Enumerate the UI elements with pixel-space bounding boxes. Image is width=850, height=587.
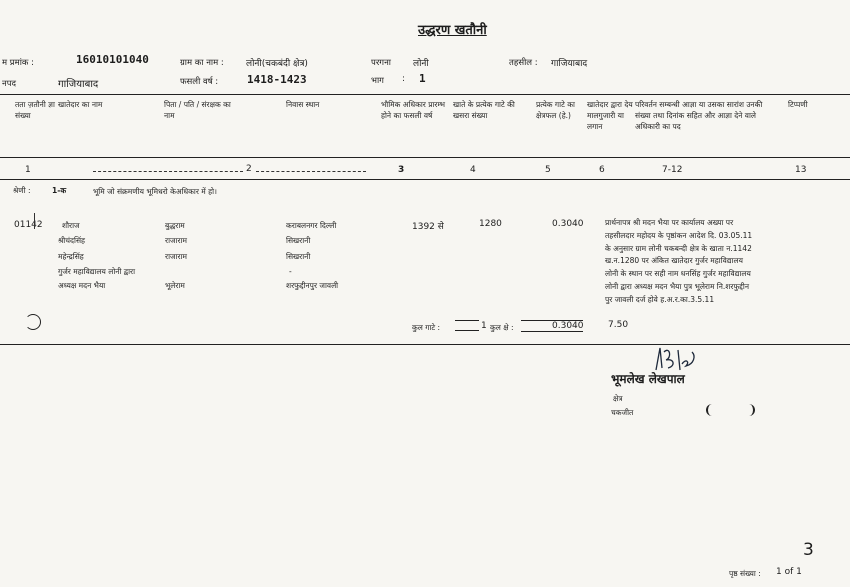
holder-name: गुर्जर महाविद्यालय लोनी द्वारा: [58, 267, 136, 276]
area-value: 0.3040: [552, 219, 584, 229]
total-gate-value: 1: [481, 321, 487, 331]
remark-line: लोनी के स्थान पर सही नाम धनसिंह गुर्जर महाविद्यालय: [605, 269, 751, 279]
khasra-value: 1280: [479, 219, 502, 229]
khata-number: 01142: [14, 220, 43, 230]
remark-line: ख.न.1280 पर अंकित खातेदार गुर्जर महाविद्यालय: [605, 256, 743, 266]
category-desc: भूमि जो संक्रमणीय भूमिधरो केअधिकार में हो।: [93, 187, 217, 196]
gram-code-label: म प्रमांक :: [2, 58, 34, 68]
category-label: श्रेणी :: [13, 186, 31, 195]
numbers-bottom-rule: [0, 179, 850, 180]
page-count-value: 1 of 1: [776, 567, 802, 577]
col-num-5: 5: [545, 165, 551, 175]
signature-date-label: चकजीत: [611, 408, 634, 417]
holder-father: राजाराम: [165, 236, 188, 245]
col-num-dash-right: [256, 171, 366, 172]
pargana-label: परगना: [371, 58, 392, 68]
pargana-value: लोनी: [413, 59, 429, 69]
district-label: नपद: [2, 79, 17, 89]
holder-residence: सिखरानी: [286, 252, 311, 261]
col-changes: परिवर्तन सम्बन्धी आज्ञा या उसका सारांश उनकी संख्या तथा दिनांक सहित और आज्ञा देने वाले अधिकारी का पद: [635, 100, 763, 131]
total-area-value: 0.3040: [552, 321, 584, 331]
fasli-value: 1418-1423: [247, 73, 307, 86]
page-count-label: पृष्ठ संख्या :: [729, 569, 761, 578]
signature-bracket: [706, 404, 755, 416]
holder-name: शौराज: [62, 221, 80, 230]
document-title: उद्धरण खतौनी: [418, 23, 487, 38]
holder-father: बुद्धराम: [165, 221, 185, 230]
total-area-label: कुल क्षे :: [490, 323, 514, 332]
holder-name: अध्यक्ष मदन भैया: [58, 281, 106, 290]
holder-name: महेन्द्रसिंह: [58, 252, 84, 261]
header-top-rule: [0, 94, 850, 95]
col-num-13: 13: [795, 165, 807, 175]
punch-hole-mark: [25, 314, 41, 330]
gram-name-value: लोनी(चकबंदी क्षेत्र): [246, 59, 308, 69]
col-khata-no: तता ज़तौनी ज्ञा संख्या: [15, 100, 55, 120]
col-num-7-12: 7-12: [662, 165, 683, 175]
col-num-3: 3: [398, 165, 405, 175]
col-num-dash-left: [93, 171, 243, 172]
district-value: गाजियाबाद: [58, 79, 99, 90]
holder-residence: सिखरानी: [286, 236, 311, 245]
col-khasra: खाते के प्रत्येक गाटे की खसरा संख्या: [453, 100, 515, 120]
remark-line: पुर जावली दर्ज होवे ह.अ.र.का.3.5.11: [605, 294, 715, 304]
total-gate-rule: [455, 320, 479, 321]
header-bottom-rule: [0, 157, 850, 158]
khata-tick: [34, 213, 36, 229]
remark-line: के अनुसार ग्राम लोनी चकबन्दी क्षेत्र के खाता न.1142: [605, 243, 752, 253]
col-num-2: 2: [246, 164, 252, 174]
col-holder-name: खातेदार का नाम: [58, 100, 103, 109]
col-residence: निवास स्थान: [286, 100, 320, 109]
remark-line: प्रार्थनापत्र श्री मदन भैया पर कार्यालय अख्या पर: [605, 218, 734, 227]
tehsil-label: तहसील :: [509, 58, 538, 68]
gram-name-label: ग्राम का नाम :: [180, 58, 224, 68]
total-area-rule: [521, 331, 583, 332]
col-remarks: टिप्पणी: [788, 100, 808, 109]
col-num-4: 4: [470, 165, 476, 175]
col-fasli-start: भौमिक अधिकार प्रारम्भ होने का फसली वर्ष: [381, 100, 446, 120]
gram-code-value: 16010101040: [76, 53, 149, 66]
total-gate-label: कुल गाटे :: [412, 323, 441, 332]
handwritten-page-number: 3: [803, 540, 814, 560]
tehsil-value: गाजियाबाद: [551, 59, 588, 69]
bhag-value: 1: [419, 72, 426, 85]
holder-residence: कराबलनगर दिल्ली: [286, 221, 337, 230]
table-bottom-rule: [0, 344, 850, 345]
change-order-text: [605, 217, 810, 307]
col-rent: खातेदार द्वारा देय मालगुजारी या लगान: [587, 100, 633, 131]
remark-line: लोनी द्वारा अध्यक्ष मदन भैया पुत्र भूलेराम नि.शरफुद्दीन: [605, 281, 749, 291]
holder-residence: -: [289, 267, 292, 276]
holder-father: भूलेराम: [165, 281, 185, 290]
total-gate-rule: [455, 330, 479, 331]
holder-father: राजाराम: [165, 252, 188, 261]
signature-area-label: क्षेत्र: [613, 394, 623, 403]
fasli-label: फसली वर्ष :: [180, 77, 219, 87]
signature-designation: भूमलेख लेखपाल: [611, 372, 685, 386]
total-rent-value: 7.50: [608, 320, 629, 330]
col-num-6: 6: [599, 165, 605, 175]
col-area: प्रत्येक गाटे का क्षेत्रफल (हे.): [536, 100, 575, 120]
category-code: 1-क: [52, 186, 67, 195]
holder-name: श्रीचंदसिंह: [58, 236, 85, 245]
holder-residence: शरफुद्दीनपुर जावली: [286, 281, 339, 290]
col-father-name: पिता / पति / संरक्षक का नाम: [164, 100, 231, 120]
col-num-1: 1: [25, 165, 31, 175]
remark-line: तहसीलदार महोदय के पृष्ठांकन आदेश दि. 03.05.11: [605, 230, 753, 240]
bhag-label: भाग: [371, 76, 384, 86]
fasli-start-value: 1392 से: [412, 222, 444, 232]
